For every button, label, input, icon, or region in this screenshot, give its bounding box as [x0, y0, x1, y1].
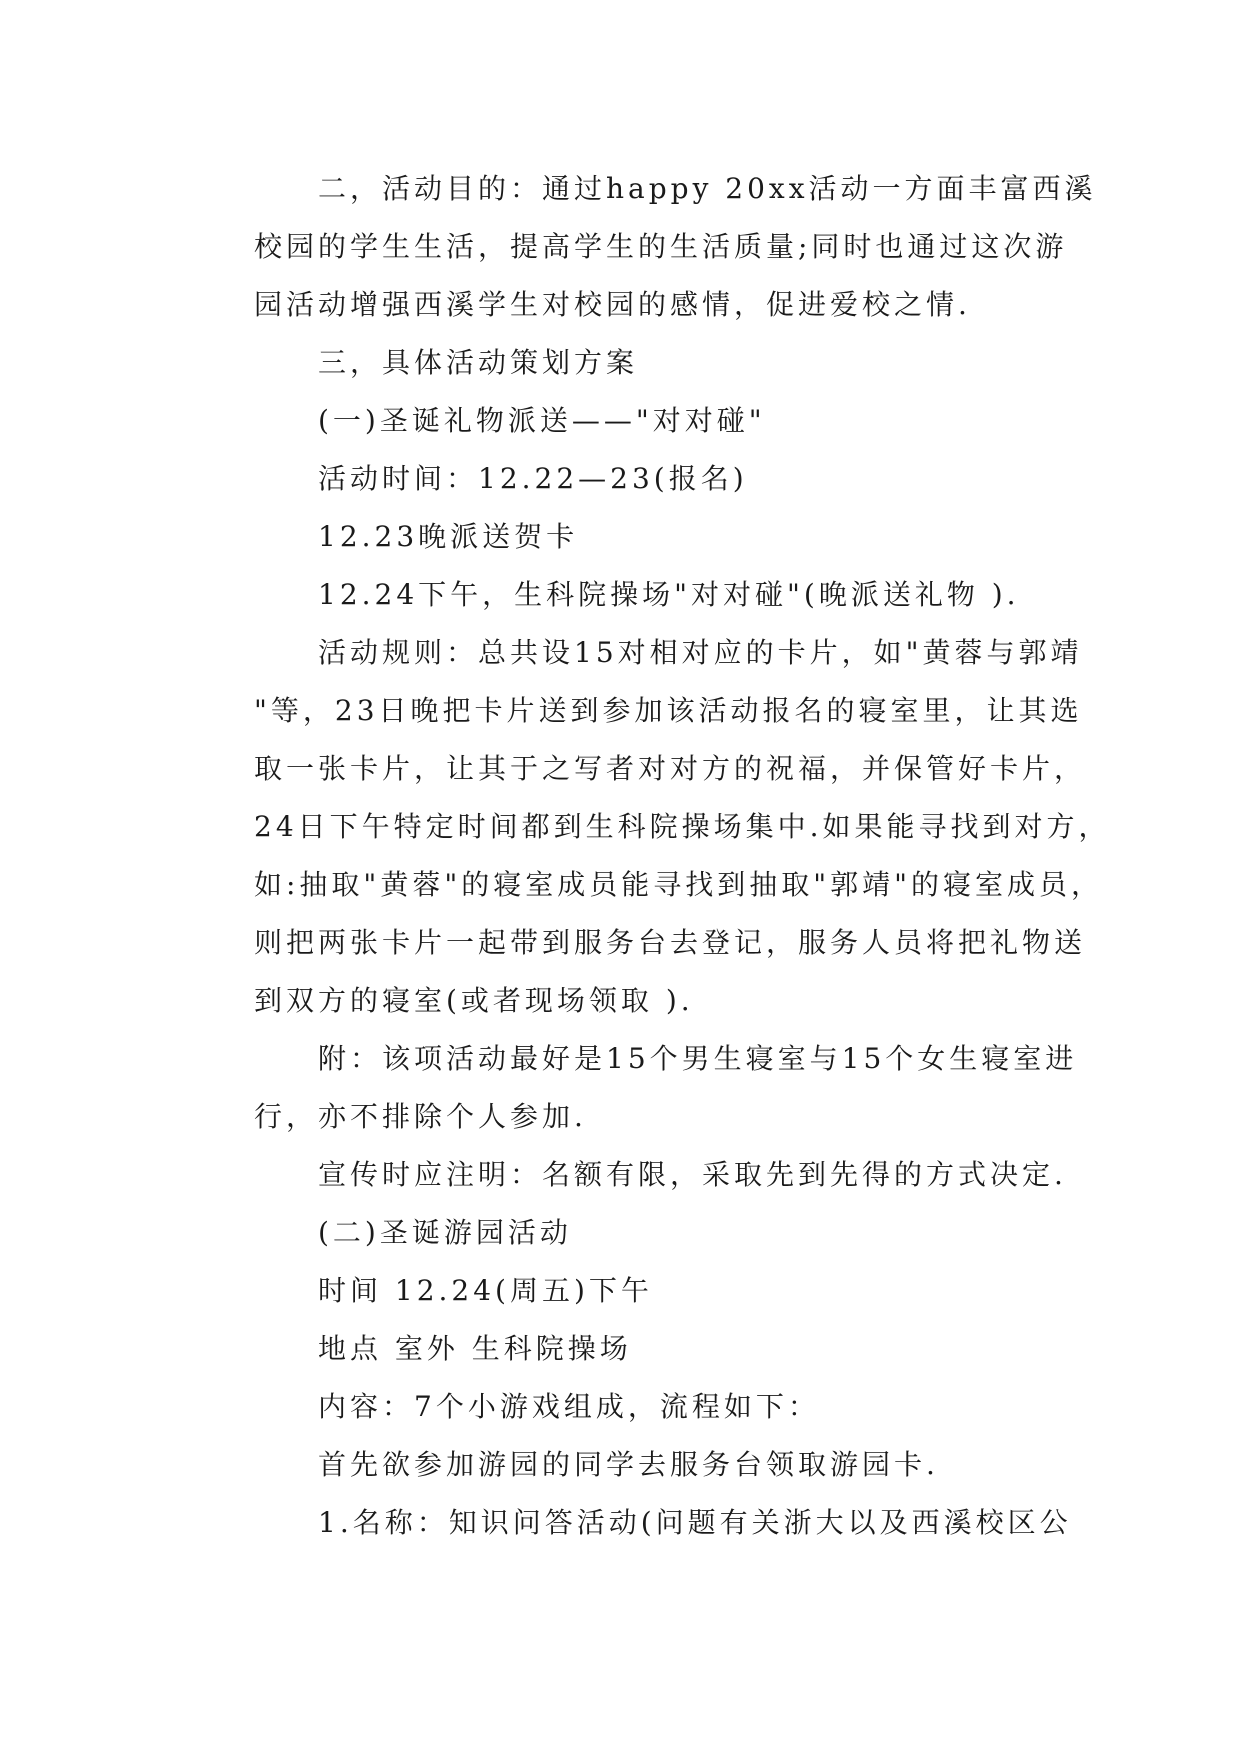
text-line: 1.名称：知识问答活动(问题有关浙大以及西溪校区公 [318, 1506, 1072, 1539]
text-line: (二)圣诞游园活动 [318, 1216, 572, 1249]
paragraph-publicity-note [190, 1146, 1067, 1204]
paragraph-activity-purpose [190, 160, 1097, 334]
text-line: 地点 室外 生科院操场 [318, 1332, 632, 1365]
text-line: 园活动增强西溪学生对校园的感情，促进爱校之情. [254, 288, 971, 321]
text-line: 12.24下午，生科院操场"对对碰"(晚派送礼物 ). [318, 578, 1020, 611]
paragraph-card-delivery [190, 508, 1060, 566]
text-line: 12.23晚派送贺卡 [318, 520, 579, 553]
subheading-gift-delivery [190, 392, 1060, 450]
paragraph-activity-rules [190, 624, 1111, 1030]
text-line: (一)圣诞礼物派送——"对对碰" [318, 404, 766, 437]
text-line: 二，活动目的：通过happy 20xx活动一方面丰富西溪 [318, 172, 1097, 205]
paragraph-appendix-note [190, 1030, 1078, 1146]
subheading-garden-party [190, 1204, 1060, 1262]
section-heading-plan [190, 334, 1060, 392]
paragraph-garden-location [190, 1320, 1060, 1378]
text-line: 则把两张卡片一起带到服务台去登记，服务人员将把礼物送 [254, 926, 1087, 959]
text-line: 取一张卡片，让其于之写者对对方的祝福，并保管好卡片， [254, 752, 1087, 785]
text-line: 校园的学生生活，提高学生的生活质量;同时也通过这次游 [254, 230, 1068, 263]
text-line: 首先欲参加游园的同学去服务台领取游园卡. [318, 1448, 939, 1481]
text-line: 内容：7个小游戏组成，流程如下： [318, 1390, 820, 1423]
paragraph-gift-delivery-time [190, 566, 1060, 624]
paragraph-activity-time [190, 450, 1060, 508]
text-line: 宣传时应注明：名额有限，采取先到先得的方式决定. [318, 1158, 1067, 1191]
text-line: 如:抽取"黄蓉"的寝室成员能寻找到抽取"郭靖"的寝室成员， [254, 868, 1103, 901]
text-line: 时间 12.24(周五)下午 [318, 1274, 653, 1307]
document-body [190, 160, 1111, 1552]
text-line: 行，亦不排除个人参加. [254, 1100, 587, 1133]
text-line: "等，23日晚把卡片送到参加该活动报名的寝室里，让其选 [254, 694, 1083, 727]
paragraph-garden-content [190, 1378, 1060, 1436]
text-line: 活动时间：12.22—23(报名) [318, 462, 748, 495]
paragraph-garden-time [190, 1262, 1060, 1320]
paragraph-garden-card [190, 1436, 1060, 1494]
text-line: 三，具体活动策划方案 [318, 346, 639, 379]
text-line: 24日下午特定时间都到生科院操场集中.如果能寻找到对方， [254, 810, 1111, 843]
text-line: 到双方的寝室(或者现场领取 ). [254, 984, 694, 1017]
text-line: 活动规则：总共设15对相对应的卡片，如"黄蓉与郭靖 [318, 636, 1083, 669]
paragraph-quiz-activity [190, 1494, 1072, 1552]
text-line: 附：该项活动最好是15个男生寝室与15个女生寝室进 [318, 1042, 1078, 1075]
